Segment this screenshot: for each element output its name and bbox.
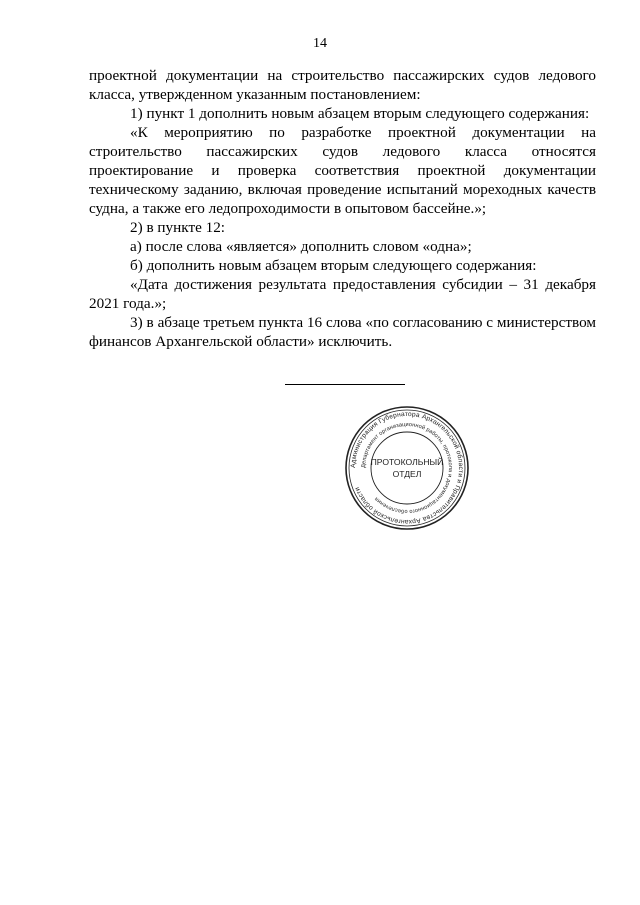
paragraph-quote-2: «Дата достижения результата предоставления субсидии – 31 декабря 2021 года.»; — [89, 276, 596, 312]
stamp-center-line1: ПРОТОКОЛЬНЫЙ — [370, 457, 444, 467]
paragraph-item-3: 3) в абзаце третьем пункта 16 слова «по согласованию с министерством финансов Архангельской области» исключить. — [89, 314, 596, 350]
paragraph-item-1: 1) пункт 1 дополнить новым абзацем вторым следующего содержания: — [130, 105, 590, 122]
stamp-ring-text: Администрация Губернатора Архангельской области и Правительства Архангельской области — [349, 410, 465, 526]
paragraph-quote-1: «К мероприятию по разработке проектной документации на строительство пассажирских судов ледового класса относятся проектирование и проверка соответствия проектной документации техническому заданию, включая проведение испытаний мореходных качеств судна, а также его ледопроходимости в опытовом бассейне.»; — [89, 124, 596, 217]
stamp-seal-icon — [344, 405, 470, 531]
paragraph-intro: проектной документации на строительство пассажирских судов ледового класса, утвержденном указанным постановлением: — [89, 67, 596, 103]
stamp-inner-ring-text: Департамент организационной работы, протокола и документационного обеспечения — [360, 421, 454, 515]
paragraph-item-2a: а) после слова «является» дополнить словом «одна»; — [130, 238, 472, 255]
paragraph-item-2b: б) дополнить новым абзацем вторым следующего содержания: — [130, 257, 537, 274]
stamp-center-line2: ОТДЕЛ — [392, 469, 422, 479]
separator-line — [285, 384, 405, 385]
document-body — [89, 66, 596, 351]
page-number: 14 — [313, 36, 327, 51]
svg-text:Администрация Губернатора Арха — [350, 411, 464, 525]
svg-text:Департамент организационной ра — [361, 422, 453, 514]
official-stamp — [344, 405, 470, 531]
paragraph-item-2: 2) в пункте 12: — [130, 219, 226, 236]
